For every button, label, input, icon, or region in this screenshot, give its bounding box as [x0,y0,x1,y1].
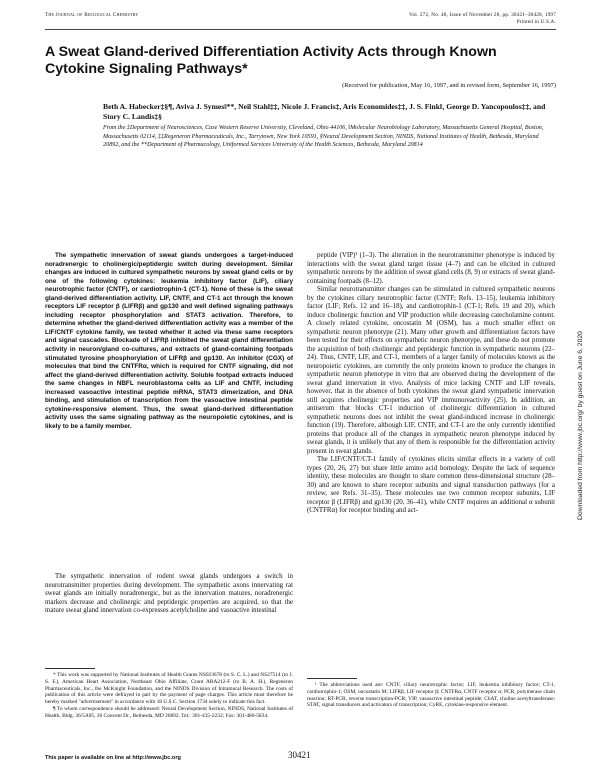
body-column-right [307,252,555,516]
body-paragraph: peptide (VIP)¹ (1–3). The alteration in the neurotransmitter phenotype is induced by interactions with the sweat gland target tissue (4–7) and can be elicited in cultured sympathetic neurons by the addition of sweat gland cells (8, 9) or extracts of sweat gland-containing footpads (8–12). [307,252,555,285]
article-title: A Sweat Gland-derived Differentiation Activity Acts through Known Cytokine Signaling Pathways* [45,44,497,77]
footnote-abbreviations: ¹ The abbreviations used are: CNTF, ciliary neurotrophic factor; LIF, leukemia inhibitory factor; CT-1, cardiotrophin-1; OSM, oncostatin M; LIFRβ, LIF receptor β; CNTFRα, CNTF receptor α; PCR, polymerase chain reaction; RT-PCR, reverse transcription-PCR; VIP, vasoactive intestinal peptide; ChAT, choline acetyltransferase; STAT, signal transducers and activators of transcription; CyRE, cytokine-responsive element. [307,682,555,709]
footnote-correspondence: ¶ To whom correspondence should be addressed: Neural Development Section, NINDS, National Institutes of Health, Bldg. 36/5A05, 36 Convent Dr., Bethesda, MD 20892. Tel.: 301-435-2232; Fax: 301-480-5834. [45,705,293,719]
body-paragraph: Similar neurotransmitter changes can be stimulated in cultured sympathetic neurons by the cytokines ciliary neurotrophic factor (CNTF; Refs. 13–15), leukemia inhibitory factor (LIF; Refs. 12 and 16–18), and cardiotrophin-1 (CT-1; Refs. 19 and 20), which induce cholinergic function and VIP production while decreasing catecholamine content. A closely related cytokine, oncostatin M (OSM), has a much smaller effect on sympathetic neuron phenotype (21). Many other growth and differentiation factors have been tested for their effects on sympathetic neuron phenotype, and these do not promote the acquisition of both cholinergic and peptidergic function in sympathetic neurons (22–24). Thus, CNTF, LIF, and CT-1, members of a larger family of molecules known as the neuropoietic cytokines, are currently the only proteins known to produce the changes in sympathetic neuron phenotype in vitro that are observed during the development of the sweat gland innervation in vivo. Analysis of mice lacking CNTF and LIF reveals, however, that in the absence of both cytokines the sweat gland sympathetic innervation still acquires cholinergic properties and VIP immunoreactivity (25). In addition, an antiserum that blocks CT-1 induction of cholinergic differentiation in cultured sympathetic neurons does not inhibit the sweat gland-induced increase in cholinergic function (19). Therefore, although LIF, CNTF, and CT-1 are the only currently identified proteins that produce all of the changes in sympathetic neuron phenotype induced by sweat glands, it is unlikely that any of them is responsible for the differentiation activity present in sweat glands. [307,286,555,455]
body-column-left [45,573,293,616]
issue-line: Vol. 272, No. 48, Issue of November 28, pp. 30421–30428, 1997 [409,12,556,18]
download-watermark: Downloaded from http://www.jbc.org/ by guest on June 6, 2020 [577,331,584,520]
body-paragraph: The LIF/CNTF/CT-1 family of cytokines elicits similar effects in a variety of cell types (20, 26, 27) but share little amino acid homology. Despite the lack of sequence identity, these molecules are thought to share common three-dimensional structure (28–30) and are known to share receptor subunits and signal transduction pathways (for a review, see Refs. 31–35). These molecules use two common receptor subunits, LIF receptor β (LIFRβ) and gp130 (20, 36–41), while CNTF requires an additional α subunit (CNTFRα) for receptor binding and act- [307,456,555,514]
footnote-rule [307,678,357,679]
footnotes-left [45,672,293,720]
printed-line: Printed in U.S.A. [516,19,556,25]
abstract: The sympathetic innervation of sweat glands undergoes a target-induced noradrenergic to cholinergic/peptidergic switch during development. Similar changes are induced in cultured sympathetic neurons by sweat gland cells or by one of the following cytokines: leukemia inhibitory factor (LIF), ciliary neurotrophic factor (CNTF), or cardiotrophin-1 (CT-1). None of these is the sweat gland-derived differentiation activity. LIF, CNTF, and CT-1 act through the known receptors LIF receptor β (LIFRβ) and gp130 and well defined signaling pathways including receptor phosphorylation and STAT3 activation. Therefore, to determine whether the gland-derived differentiation activity was a member of the LIF/CNTF cytokine family, we tested whether it acted via these same receptors and signal cascades. Blockade of LIFRβ inhibited the sweat gland differentiation activity in neuron/gland co-cultures, and extracts of gland-containing footpads stimulated tyrosine phosphorylation of LIFRβ and gp130. An inhibitor (CGX) of molecules that bind the CNTFRα, which is required for CNTF signaling, did not affect the gland-derived differentiation activity. Soluble footpad extracts induced the same changes in NBFL neuroblastoma cells as LIF and CNTF, including increased vasoactive intestinal peptide mRNA, STAT3 dimerization, and DNA binding, and stimulation of transcription from the vasoactive intestinal peptide cytokine-responsive element. Thus, the sweat gland-derived differentiation activity uses the same signaling pathway as the neuropoietic cytokines, and is likely to be a family member. [45,252,293,430]
page-number: 30421 [288,750,311,760]
author-list: Beth A. Habecker‡§¶, Aviva J. Symes‖**, Neil Stahl‡‡, Nicole J. Francis‡, Aris Economides‡‡, J. S. Fink‖, George D. Yancopoulos‡‡, and Story C. Landis‡§ [103,102,546,121]
online-availability: This paper is available on line at http://www.jbc.org [45,755,181,761]
footnote-funding: * This work was supported by National Institutes of Health Grants NS023678 (to S. C. L.) and NS27514 (to J. S. F.), American Heart Association, Northeast Ohio Affiliate, Grant ARA212-F (to B. A. H.), Regeneron Pharmaceuticals, Inc., the McKnight Foundation, and the NINDS Division of Intramural Research. The costs of publication of this article were defrayed in part by the payment of page charges. This article must therefore be hereby marked "advertisement" in accordance with 18 U.S.C. Section 1734 solely to indicate this fact. [45,672,293,706]
received-dates: (Received for publication, May 16, 1997, and in revised form, September 16, 1997) [342,82,556,89]
journal-name: The Journal of Biological Chemistry [45,12,139,18]
issue-info [409,12,556,26]
footnotes-right [307,682,555,709]
body-paragraph: The sympathetic innervation of rodent sweat glands undergoes a switch in neurotransmitter properties during development. The sympathetic axons innervating rat sweat glands are initially noradrenergic, but as the innervation matures, noradrenergic markers decrease and cholinergic and peptidergic properties are acquired, so that the mature sweat gland innervation co-expresses acetylcholine and vasoactive intestinal [45,573,293,614]
header-rule [45,29,556,30]
footnote-rule [45,668,95,669]
affiliations: From the ‡Department of Neurosciences, Case Western Reserve University, Cleveland, Ohio 44106, ‖Molecular Neurobiology Laboratory, Massachusetts General Hospital, Boston, Massachusetts 02114, ‡‡Regeneron Pharmaceuticals, Inc., Tarrytown, New York 10591, §Neural Development Section, NINDS, National Institutes of Health, Bethesda, Maryland 20892, and the **Department of Pharmacology, Uniformed Services University of the Health Sciences, Bethesda, Maryland 20814 [103,125,544,149]
